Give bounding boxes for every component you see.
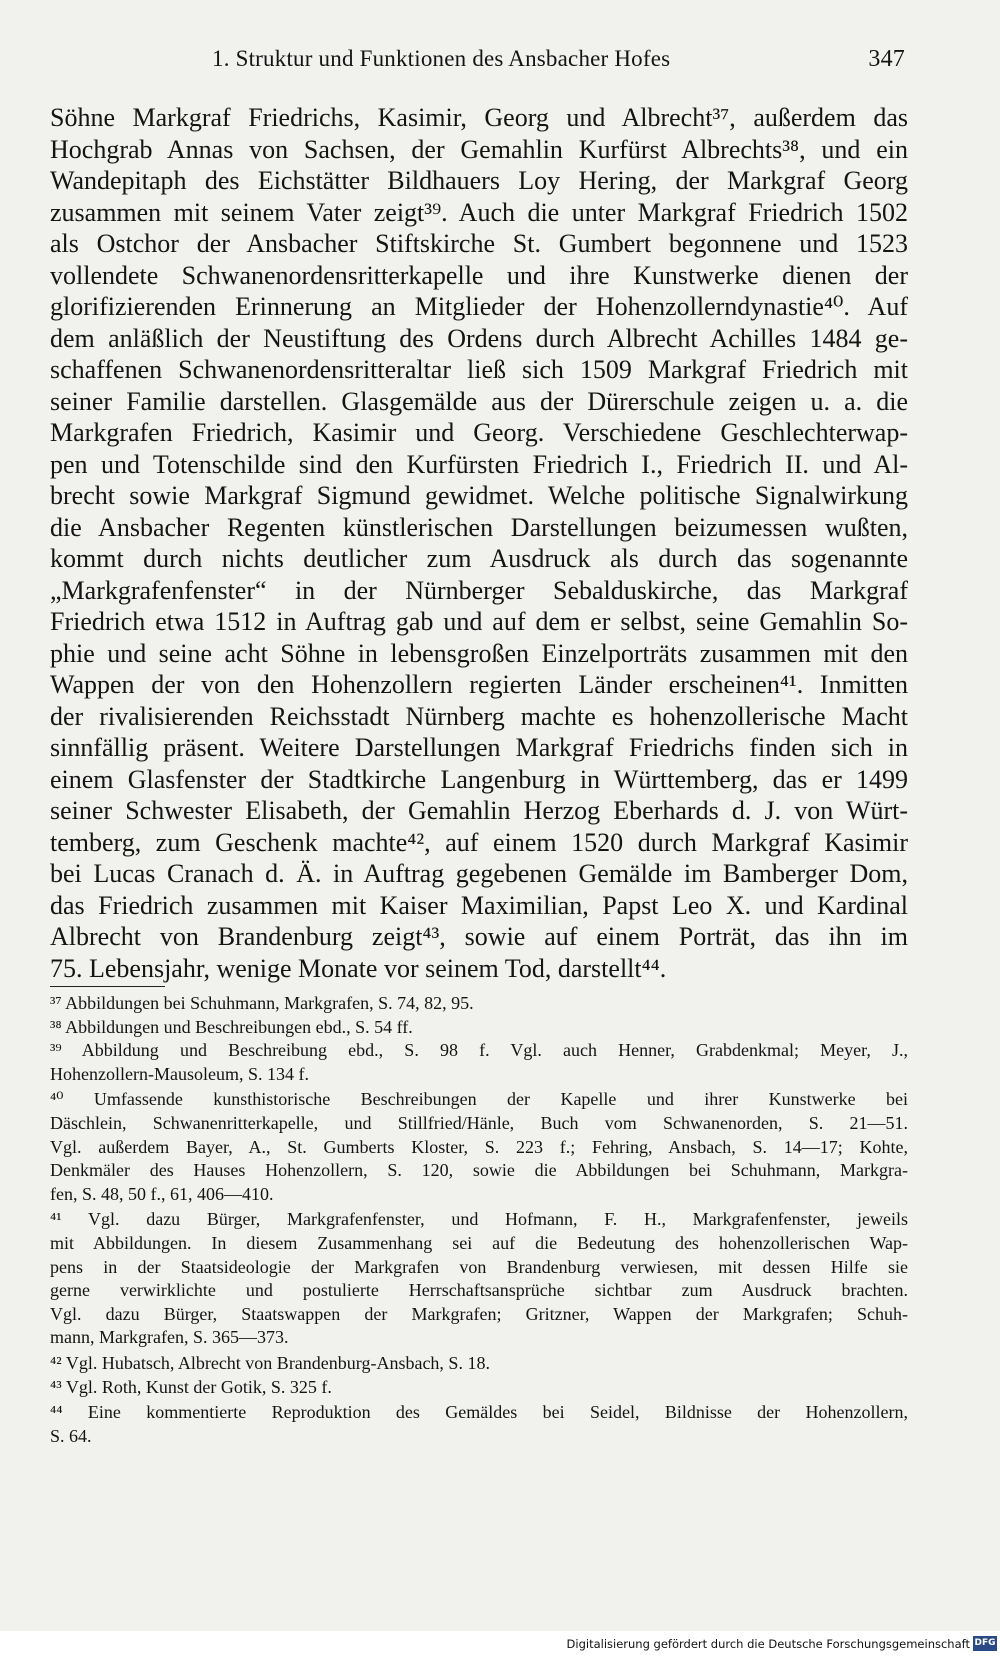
footnote-line: Hohenzollern-Mausoleum, S. 134 f. — [50, 1063, 309, 1084]
body-line: die Ansbacher Regenten künstlerischen Darstellungen beizumessen wußten, — [50, 512, 908, 542]
footnote-line: pens in der Staatsideologie der Markgrafen von Brandenburg verwiesen, mit dessen Hilfe sie — [50, 1256, 908, 1277]
footnote-line: ⁴⁴ Eine kommentierte Reproduktion des Gemäldes bei Seidel, Bildnisse der Hohenzollern, — [50, 1402, 908, 1423]
body-line: kommt durch nichts deutlicher zum Ausdruck als durch das sogenannte — [50, 544, 908, 573]
footnote-line: fen, S. 48, 50 f., 61, 406—410. — [50, 1183, 274, 1204]
dfg-logo-icon: DFG — [973, 1636, 997, 1651]
body-line: phie und seine acht Söhne in lebensgroßen Einzelporträts zusammen mit den — [50, 638, 908, 668]
body-line: bei Lucas Cranach d. Ä. in Auftrag gegebenen Gemälde im Bamberger Dom, — [50, 859, 908, 888]
body-line: „Markgrafenfenster“ in der Nürnberger Sebalduskirche, das Markgraf — [50, 575, 908, 605]
body-line: Wandepitaph des Eichstätter Bildhauers Loy Hering, der Markgraf Georg — [50, 166, 908, 195]
footnotes — [50, 992, 908, 1448]
footnote-line: ⁴⁰ Umfassende kunsthistorische Beschreibungen der Kapelle und ihrer Kunstwerke bei — [50, 1089, 908, 1110]
running-title: 1. Struktur und Funktionen des Ansbacher Hofes — [212, 46, 671, 71]
footnote-line: ³⁷ Abbildungen bei Schuhmann, Markgrafen, S. 74, 82, 95. — [50, 993, 474, 1013]
body-line: Markgrafen Friedrich, Kasimir und Georg. Verschiedene Geschlechterwap- — [50, 418, 908, 447]
body-line: sinnfällig präsent. Weitere Darstellungen Markgraf Friedrichs finden sich in — [50, 733, 908, 762]
body-line: seiner Schwester Elisabeth, der Gemahlin Herzog Eberhards d. J. von Würt- — [50, 796, 908, 825]
footnote-line: mit Abbildungen. In diesem Zusammenhang sei auf die Bedeutung des hohenzollerischen Wap- — [50, 1232, 908, 1253]
body-line: zusammen mit seinem Vater zeigt³⁹. Auch die unter Markgraf Friedrich 1502 — [50, 197, 908, 227]
digitization-credit: Digitalisierung gefördert durch die Deutsche Forschungsgemeinschaft — [566, 1637, 970, 1651]
body-line: temberg, zum Geschenk machte⁴², auf einem 1520 durch Markgraf Kasimir — [50, 827, 908, 857]
body-text — [50, 102, 908, 984]
body-line: brecht sowie Markgraf Sigmund gewidmet. Welche politische Signalwirkung — [50, 481, 908, 510]
footnote-line: Denkmäler des Hauses Hohenzollern, S. 120, sowie die Abbildungen bei Schuhmann, Markgra- — [50, 1160, 908, 1181]
body-line: das Friedrich zusammen mit Kaiser Maximilian, Papst Leo X. und Kardinal — [50, 890, 908, 920]
footnote-line: Vgl. außerdem Bayer, A., St. Gumberts Kloster, S. 223 f.; Fehring, Ansbach, S. 14—17; Kohte, — [50, 1136, 908, 1157]
footnote-line: ³⁸ Abbildungen und Beschreibungen ebd., S. 54 ff. — [50, 1016, 413, 1037]
footnote-line: ⁴¹ Vgl. dazu Bürger, Markgrafenfenster, und Hofmann, F. H., Markgrafenfenster, jeweils — [50, 1209, 908, 1230]
body-line: glorifizierenden Erinnerung an Mitglieder der Hohenzollerndynastie⁴⁰. Auf — [50, 292, 908, 321]
body-line: seiner Familie darstellen. Glasgemälde aus der Dürerschule zeigen u. a. die — [50, 386, 908, 416]
footnote-divider — [50, 986, 165, 987]
page-number: 347 — [868, 46, 905, 72]
body-line: Albrecht von Brandenburg zeigt⁴³, sowie auf einem Porträt, das ihn im — [50, 922, 908, 951]
body-line: Hochgrab Annas von Sachsen, der Gemahlin Kurfürst Albrechts³⁸, und ein — [50, 134, 908, 164]
footnote-line: mann, Markgrafen, S. 365—373. — [50, 1327, 289, 1348]
body-line: Söhne Markgraf Friedrichs, Kasimir, Georg und Albrecht³⁷, außerdem das — [50, 103, 908, 132]
footnote-line: gerne verwirklichte und postulierte Herrschaftsansprüche sichtbar zum Ausdruck brachten. — [50, 1280, 908, 1301]
footnote-line: S. 64. — [50, 1425, 92, 1446]
body-line: dem anläßlich der Neustiftung des Ordens durch Albrecht Achilles 1484 ge- — [50, 323, 908, 353]
body-line: Wappen der von den Hohenzollern regierten Länder erscheinen⁴¹. Inmitten — [50, 670, 908, 699]
digitization-credit-bar — [0, 1631, 1000, 1659]
body-line: der rivalisierenden Reichsstadt Nürnberg machte es hohenzollerische Macht — [50, 701, 908, 731]
footnote-line: ³⁹ Abbildung und Beschreibung ebd., S. 98 f. Vgl. auch Henner, Grabdenkmal; Meyer, J., — [50, 1040, 908, 1061]
running-head — [50, 46, 905, 80]
body-line: einem Glasfenster der Stadtkirche Langenburg in Württemberg, das er 1499 — [50, 764, 908, 794]
footnote-line: ⁴³ Vgl. Roth, Kunst der Gotik, S. 325 f. — [50, 1376, 332, 1397]
body-line: pen und Totenschilde sind den Kurfürsten Friedrich I., Friedrich II. und Al- — [50, 449, 908, 479]
body-line: vollendete Schwanenordensritterkapelle und ihre Kunstwerke dienen der — [50, 260, 908, 290]
body-line: 75. Lebensjahr, wenige Monate vor seinem Tod, darstellt⁴⁴. — [50, 953, 667, 983]
footnote-line: Däschlein, Schwanenritterkapelle, und Stillfried/Hänle, Buch vom Schwanenorden, S. 21—51. — [50, 1112, 908, 1133]
footnote-line: Vgl. dazu Bürger, Staatswappen der Markgrafen; Gritzner, Wappen der Markgrafen; Schuh- — [50, 1303, 908, 1324]
footnote-line: ⁴² Vgl. Hubatsch, Albrecht von Brandenburg-Ansbach, S. 18. — [50, 1352, 490, 1373]
body-line: als Ostchor der Ansbacher Stiftskirche St. Gumbert begonnene und 1523 — [50, 229, 908, 258]
body-line: schaffenen Schwanenordensritteraltar ließ sich 1509 Markgraf Friedrich mit — [50, 355, 908, 384]
body-line: Friedrich etwa 1512 in Auftrag gab und auf dem er selbst, seine Gemahlin So- — [50, 607, 908, 636]
